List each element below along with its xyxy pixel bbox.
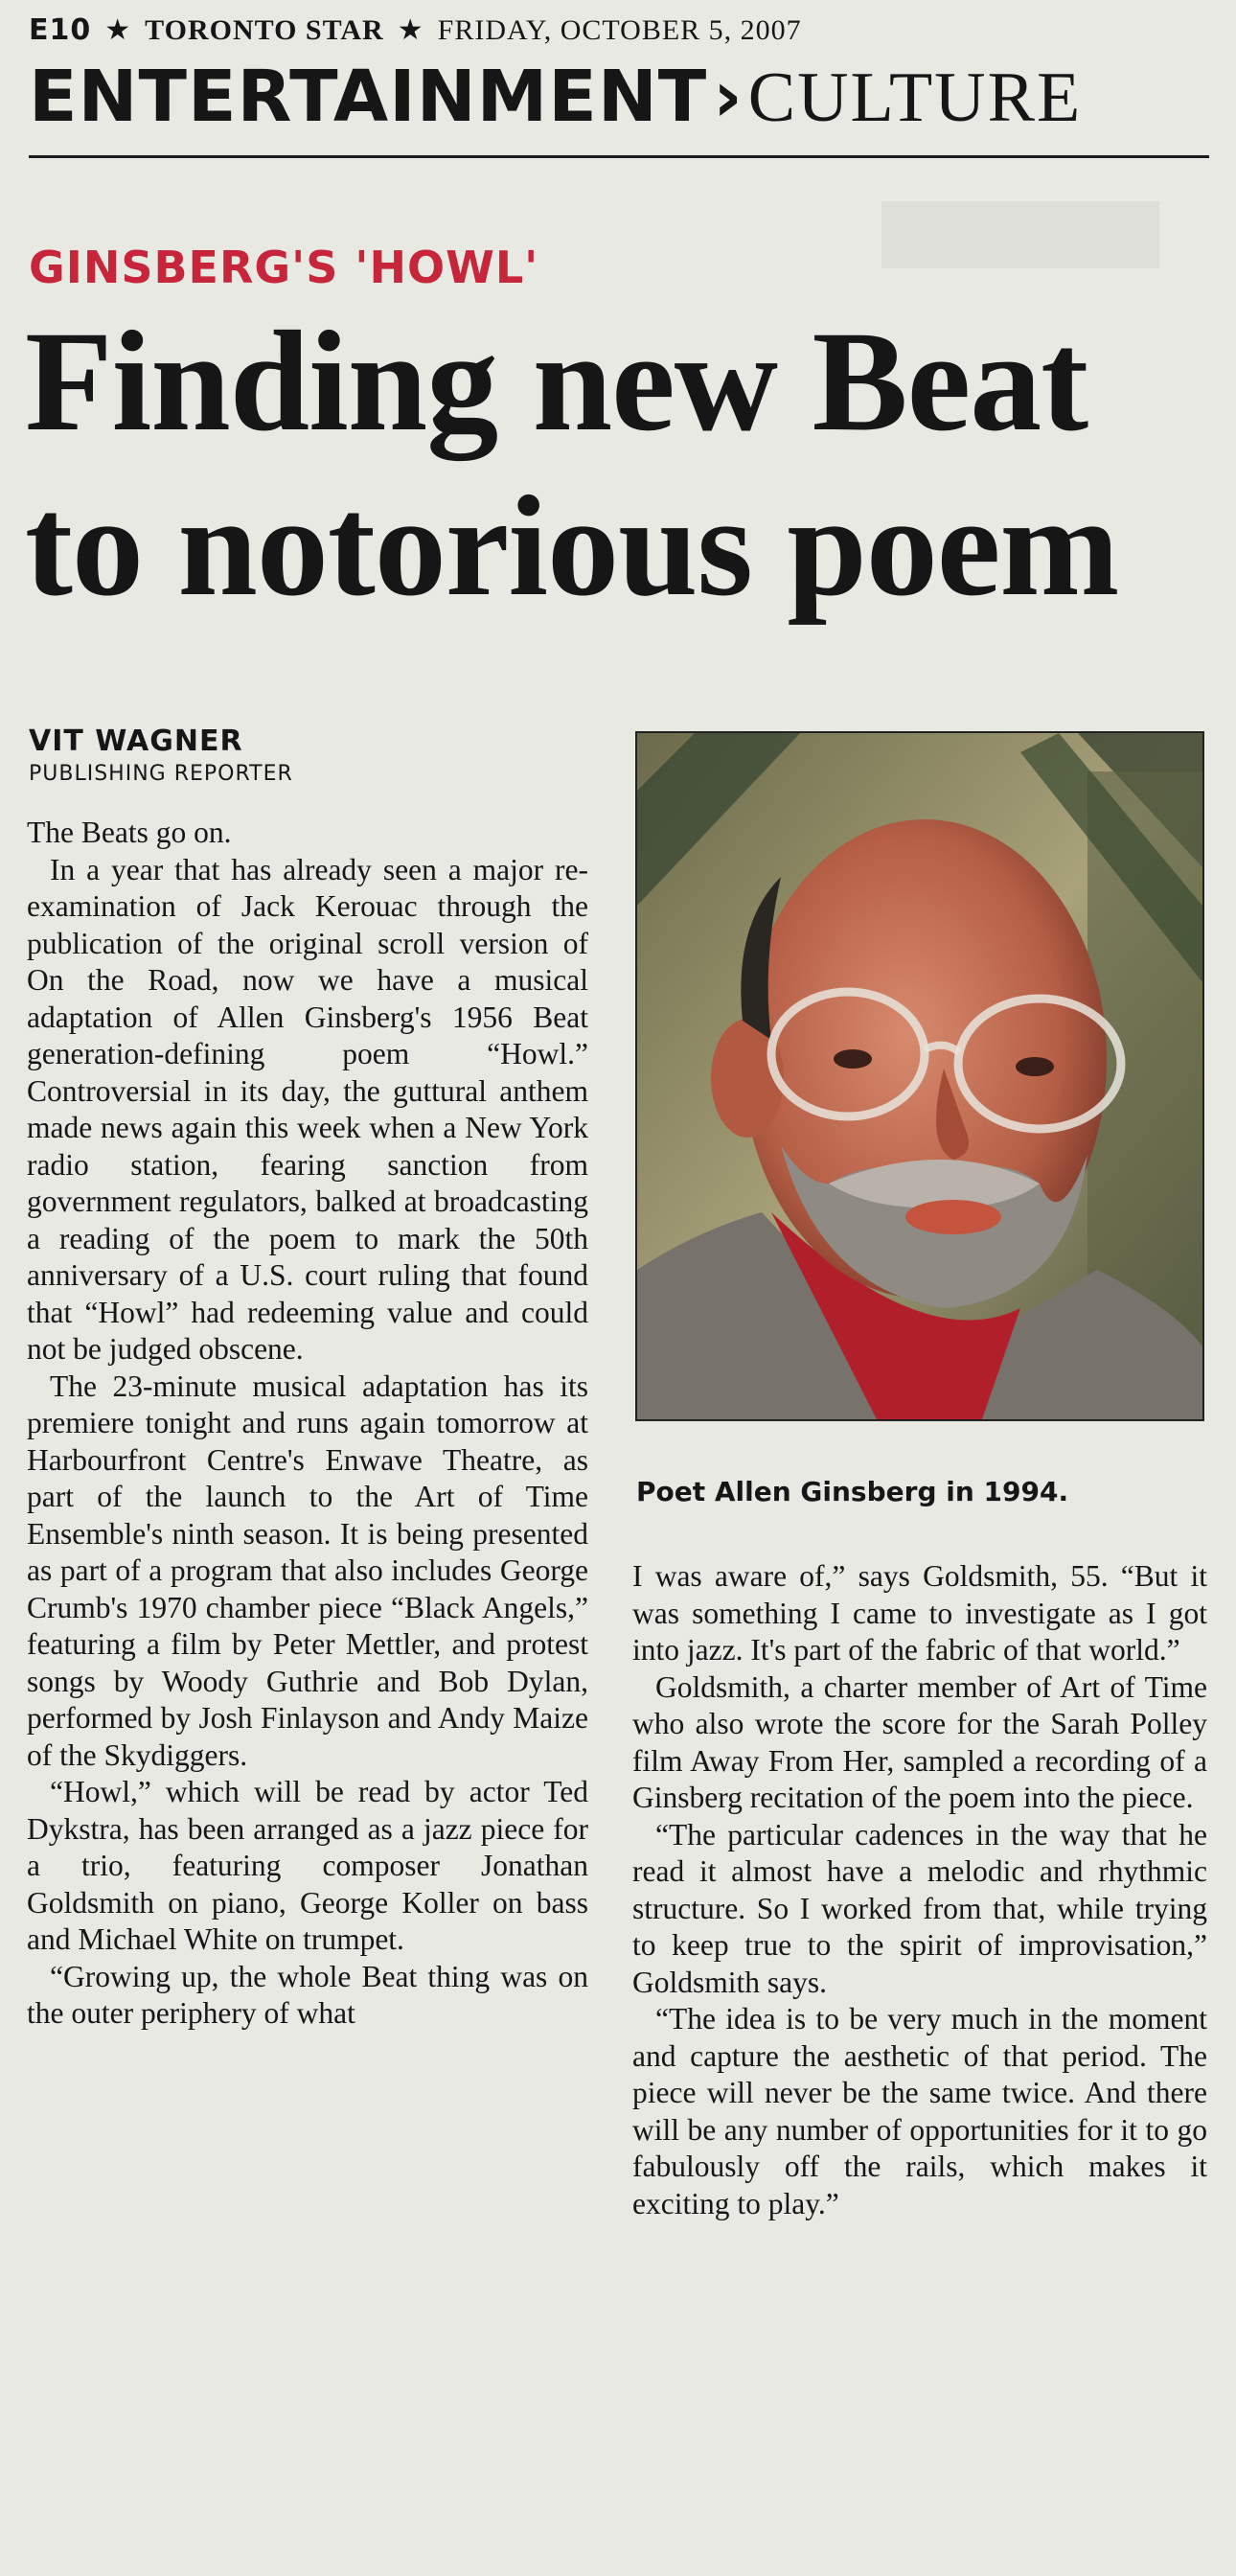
- kicker: GINSBERG'S 'HOWL': [29, 242, 539, 293]
- article-paragraph: The 23-minute musical adaptation has its premiere tonight and runs again tomorrow at Harbourfront Centre's Enwave Theatre, as part of the launch to the Art of Time Ensemble's ninth season. It is being presented as part of a program that also includes George Crumb's 1970 chamber piece “Black Angels,” featuring a film by Peter Mettler, and protest songs by Woody Guthrie and Bob Dylan, performed by Josh Finlayson and Andy Maize of the Skydiggers.: [27, 1368, 588, 1772]
- article-paragraph: “Howl,” which will be read by actor Ted Dykstra, has been arranged as a jazz piece for a trio, featuring composer Jonathan Goldsmith on piano, George Koller on bass and Michael White on trumpet.: [27, 1775, 588, 1956]
- newspaper-name: TORONTO STAR: [145, 14, 384, 46]
- star-icon: ★: [397, 13, 424, 47]
- article-paragraph: The Beats go on.: [27, 816, 232, 849]
- byline-role: PUBLISHING REPORTER: [29, 762, 293, 786]
- page-number: E10: [29, 13, 92, 47]
- issue-date: FRIDAY, OCTOBER 5, 2007: [437, 14, 802, 46]
- photo-caption: Poet Allen Ginsberg in 1994.: [636, 1476, 1069, 1507]
- chevron-right-icon: ›: [713, 56, 743, 138]
- article-column-right: [632, 1558, 1207, 2222]
- article-paragraph: “The particular cadences in the way that he read it almost have a melodic and rhythmic structure. So I worked from that, while trying to keep true to the spirit of improvisation,” Goldsmith says.: [632, 1817, 1207, 1999]
- header-rule: [29, 155, 1209, 158]
- portrait-illustration: [637, 733, 1202, 1419]
- section-header: [29, 56, 1083, 138]
- headline-line-1: Finding new Beat: [25, 302, 1088, 461]
- folio-line: [29, 13, 802, 47]
- article-column-left: [27, 815, 588, 2033]
- article-paragraph: “The idea is to be very much in the moment and capture the aesthetic of that period. The piece will never be the same twice. And there will be any number of opportunities for it to go fabulously off the rails, which makes it exciting to play.”: [632, 2002, 1207, 2220]
- portrait-photo: [635, 731, 1204, 1421]
- headline: [25, 299, 1213, 629]
- headline-line-2: to notorious poem: [25, 467, 1119, 626]
- article-paragraph: “Growing up, the whole Beat thing was on the outer periphery of what: [27, 1959, 588, 2030]
- byline-name: VIT WAGNER: [29, 724, 243, 758]
- article-paragraph: In a year that has already seen a major re-examination of Jack Kerouac through the publication of the original scroll version of On the Road, now we have a musical adaptation of Allen Ginsberg's 1956 Beat generation-defining poem “Howl.” Controversial in its day, the guttural anthem made news again this week when a New York radio station, fearing sanction from government regulators, balked at broadcasting a reading of the poem to mark the 50th anniversary of a U.S. court ruling that found that “Howl” had redeeming value and could not be judged obscene.: [27, 852, 588, 1366]
- article-paragraph: I was aware of,” says Goldsmith, 55. “But it was something I came to investigate as I got into jazz. It's part of the fabric of that world.”: [632, 1559, 1207, 1667]
- article-paragraph: Goldsmith, a charter member of Art of Time who also wrote the score for the Sarah Polley film Away From Her, sampled a recording of a Ginsberg recitation of the poem into the piece.: [632, 1669, 1207, 1814]
- section-secondary: CULTURE: [747, 58, 1083, 137]
- section-primary: ENTERTAINMENT: [29, 56, 708, 138]
- byline: [29, 724, 293, 786]
- star-icon: ★: [104, 13, 132, 47]
